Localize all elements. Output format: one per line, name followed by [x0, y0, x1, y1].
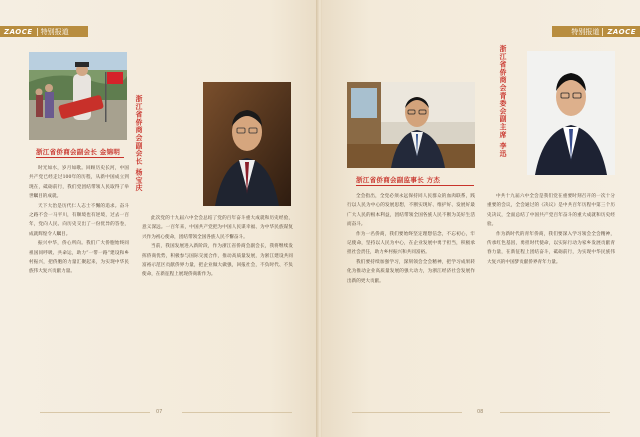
photo-fang-jie [347, 82, 475, 168]
caption-yang-baoqing: 浙江省侨商会副会长 杨宝庆 [134, 95, 142, 192]
left-page [0, 0, 318, 437]
paragraph: 天下大治是历代仁人志士不懈的追求。奋斗之路不会一马平川，有顺境也有逆境，过去一百年，党向人民、向历史交出了一份优异的答卷，成就辉煌令人瞩目。 [29, 203, 129, 237]
left-header-band [0, 26, 88, 37]
footer-rule [500, 412, 610, 413]
caption-underline [36, 157, 124, 158]
caption-fang-jie: 浙江省侨商会副监事长 方杰 [356, 176, 441, 184]
paragraph: 此次党的十九届六中全会总结了党的百年奋斗重大成就和历史经验，意义深远。一百年来，中国共产党把为中国人民谋幸福、为中华民族谋复兴作为初心使命，团结带领全国各族人民不懈奋斗。 [142, 216, 293, 240]
caption-jin-jinming: 浙江省侨商会副会长 金锦明 [36, 148, 121, 156]
paragraph: 作为新时代的青年侨商，我们要深入学习领会全会精神，传承红色基因，勇担时代使命，以实际行动为家乡发展贡献青春力量，在新征程上团结奋斗，砥砺前行，为实现中华民族伟大复兴的中国梦贡献侨界青年力量。 [487, 231, 615, 265]
paragraph: 振兴中华，侨心所向。我们广大侨胞始终同祖国同呼吸、共命运，助力“一带一路”建设和乡村振兴，把侨胞的力量汇聚起来，为实现中华民族伟大复兴贡献力量。 [29, 241, 129, 275]
section-title: 特别报道 [571, 27, 600, 36]
footer-rule [40, 412, 150, 413]
paragraph: 时光如水，岁月如歌。回顾历史长河，中国共产党已经走过100年的历程，从新中国成立到现在，砥砺前行，我们党团结带领人民取得了举世瞩目的成就。 [29, 166, 129, 200]
right-page [322, 0, 640, 437]
left-column-1 [29, 164, 129, 277]
paragraph: 作为一名侨商，我们要始终坚定理想信念，不忘初心，牢记使命，坚持以人民为中心，在企业发展中勇于担当，积极承担社会责任，助力乡村振兴和共同富裕。 [347, 231, 475, 256]
right-column-1 [347, 192, 475, 286]
photo-li-xun [527, 51, 615, 175]
paragraph: 我们要持续加强学习，深刻领会全会精神，把学习成果转化为推动企业高质量发展的强大动力，为浙江经济社会发展作出新的更大贡献。 [347, 259, 475, 284]
left-column-2 [142, 214, 293, 280]
right-header-band [552, 26, 640, 37]
page-number: 07 [156, 409, 163, 415]
caption-li-xun: 浙江省侨商会青委会副主席 李迅 [498, 45, 506, 158]
footer-rule [352, 412, 462, 413]
paragraph: 中共十九届六中全会是我们党在重要时刻召开的一次十分重要的会议，全会通过的《决议》是中共百年历程中第三个历史决议，全面总结了中国共产党百年奋斗的重大成就和历史经验。 [487, 194, 615, 228]
right-column-2 [487, 192, 615, 267]
section-title: 特别报道 [40, 27, 69, 36]
page-number: 08 [477, 409, 484, 415]
footer-rule [182, 412, 292, 413]
caption-underline [356, 185, 474, 186]
brand-logo: ZAOCE [607, 27, 636, 36]
paragraph: 全会指出，全党必须永远保持同人民群众的血肉联系，践行以人民为中心的发展思想，不断实现好、维护好、发展好最广大人民的根本利益，团结带领全国各族人民不断为美好生活而奋斗。 [347, 194, 475, 228]
photo-jin-jinming [29, 52, 127, 140]
photo-yang-baoqing [203, 82, 291, 206]
paragraph: 当前，我国发展进入新阶段，作为浙江省侨商会副会长，我将继续发挥侨商优势，积极参与国际交流合作，推动高质量发展，为浙江建设共同富裕示范区贡献侨界力量，把企业做大做强，回报社会，不负时代、不负使命，在新征程上展现侨商新作为。 [142, 244, 293, 278]
brand-logo: ZAOCE [4, 27, 33, 36]
